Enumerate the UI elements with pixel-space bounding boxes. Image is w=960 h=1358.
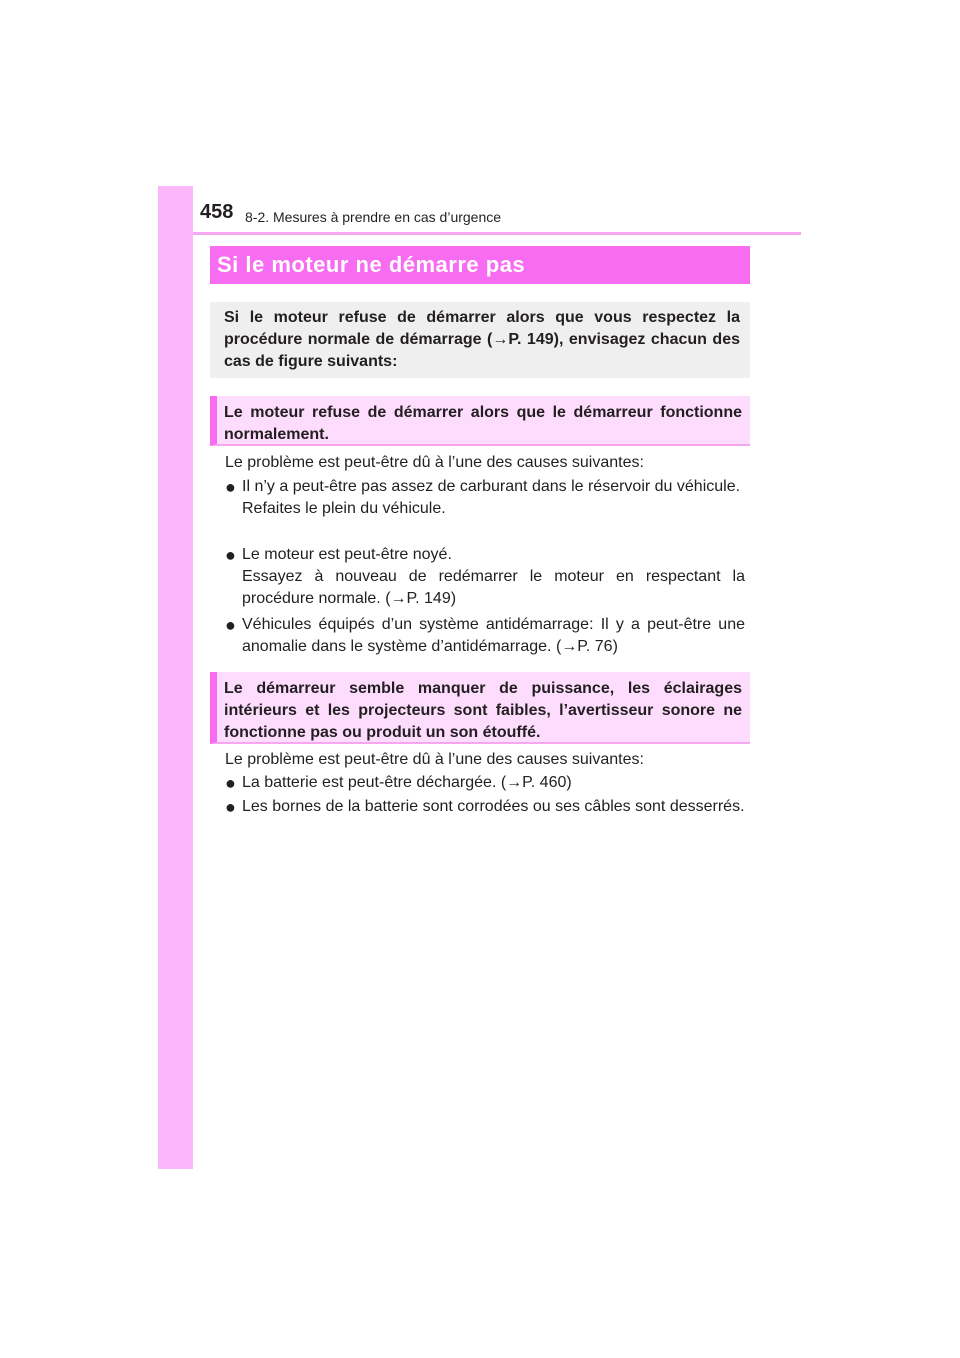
list-item [225,544,745,610]
bullet-icon: ● [225,477,236,497]
condition-heading-2: Le démarreur semble manquer de puissance, les éclairages intérieurs et les projecteurs sont faibles, l’avertisseur sonore ne fonctionne pas ou produit un son étouffé. [210,672,750,744]
page-title: Si le moteur ne démarre pas [210,246,750,284]
bullet-icon: ● [225,797,236,817]
intro-box: Si le moteur refuse de démarrer alors que vous respectez la procédure normale de démarrage (→P. 149), envisagez chacun des cas de figure suivants: [210,302,750,378]
bullet-icon: ● [225,615,236,635]
bullet-icon: ● [225,773,236,793]
list-item-text: Il n’y a peut-être pas assez de carburant dans le réservoir du véhicule. [242,478,741,495]
list-item-action: Refaites le plein du véhicule. [242,500,446,517]
side-tab [158,186,193,1169]
page-number: 458 [200,201,234,223]
causes-lead-1: Le problème est peut-être dû à l’une des causes suivantes: [225,454,644,471]
list-item-text: Véhicules équipés d’un système antidémarrage: Il y a peut-être une anomalie dans le système d’antidémarrage. (→P. 76) [242,616,745,655]
condition-heading-1: Le moteur refuse de démarrer alors que le démarreur fonctionne normalement. [210,396,750,446]
list-item [225,796,745,818]
section-title: 8-2. Mesures à prendre en cas d’urgence [245,209,502,225]
list-item [225,614,745,658]
list-item-text: Les bornes de la batterie sont corrodées ou ses câbles sont desserrés. [242,798,745,815]
list-item-action: Essayez à nouveau de redémarrer le moteur en respectant la procédure normale. (→P. 149) [242,568,745,607]
causes-lead-2: Le problème est peut-être dû à l’une des causes suivantes: [225,751,644,768]
list-item [225,476,745,520]
bullet-icon: ● [225,545,236,565]
list-item-text: La batterie est peut-être déchargée. (→P. 460) [242,774,572,791]
list-item-text: Le moteur est peut-être noyé. [242,546,452,563]
header-divider [193,232,801,235]
list-item [225,772,745,794]
